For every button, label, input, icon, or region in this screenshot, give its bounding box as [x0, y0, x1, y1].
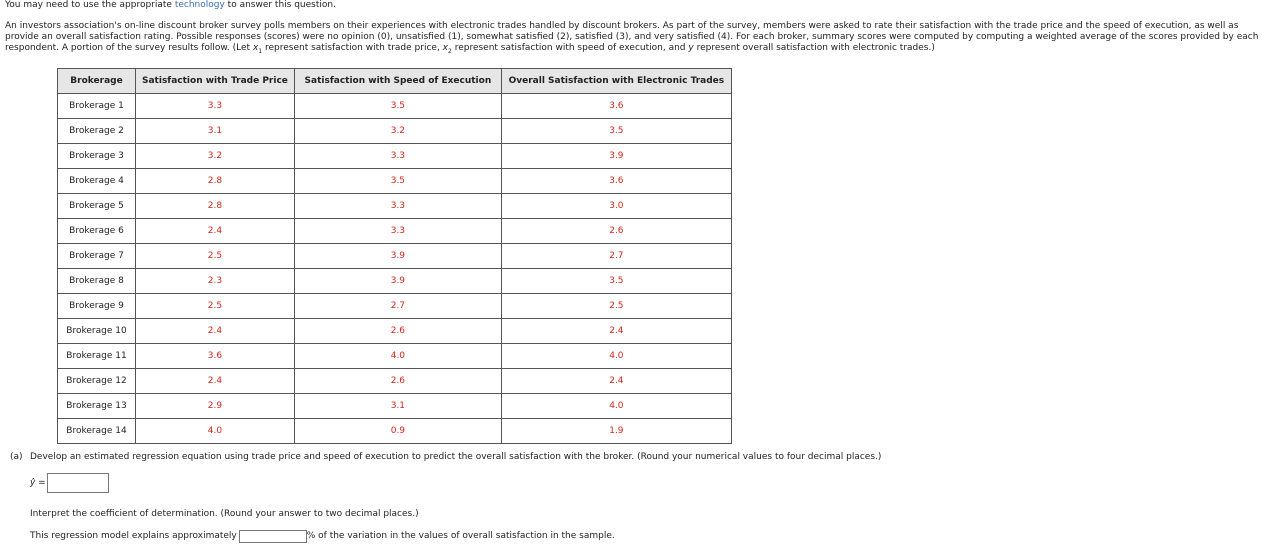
overall-value: 3.6 — [501, 94, 731, 119]
trade-price-value: 2.5 — [136, 294, 295, 319]
brokerage-name: Brokerage 10 — [58, 319, 136, 344]
problem-mid2-text: represent satisfaction with speed of execution, and — [451, 43, 689, 53]
trade-price-value: 2.4 — [136, 219, 295, 244]
speed-value: 3.2 — [294, 119, 501, 144]
part-a-prompt: Develop an estimated regression equation using trade price and speed of execution to predict the overall satisfaction with the broker. (Round your numerical values to four decimal places.) — [30, 452, 882, 462]
overall-value: 2.5 — [501, 294, 731, 319]
brokerage-name: Brokerage 3 — [58, 144, 136, 169]
table-header-row — [58, 69, 732, 94]
speed-value: 3.9 — [294, 244, 501, 269]
overall-value: 1.9 — [501, 419, 731, 444]
speed-value: 4.0 — [294, 344, 501, 369]
brokerage-name: Brokerage 9 — [58, 294, 136, 319]
trade-price-value: 2.5 — [136, 244, 295, 269]
table-row — [58, 244, 732, 269]
overall-value: 3.9 — [501, 144, 731, 169]
speed-value: 3.9 — [294, 269, 501, 294]
problem-statement — [5, 21, 1273, 54]
problem-end-text: represent overall satisfaction with electronic trades.) — [693, 43, 935, 53]
trade-price-value: 2.9 — [136, 394, 295, 419]
brokerage-name: Brokerage 2 — [58, 119, 136, 144]
x1-variable: x — [252, 43, 259, 53]
overall-value: 3.0 — [501, 194, 731, 219]
trade-price-value: 2.8 — [136, 169, 295, 194]
x2-subscript: 2 — [448, 47, 452, 55]
problem-mid1-text: represent satisfaction with trade price, — [262, 43, 443, 53]
table-row — [58, 169, 732, 194]
brokerage-name: Brokerage 7 — [58, 244, 136, 269]
overall-value: 3.5 — [501, 119, 731, 144]
speed-value: 2.6 — [294, 319, 501, 344]
table-row — [58, 144, 732, 169]
explains-text-after: % of the variation in the values of overall satisfaction in the sample. — [306, 531, 615, 541]
trade-price-value: 3.6 — [136, 344, 295, 369]
trade-price-value: 2.4 — [136, 319, 295, 344]
table-row — [58, 119, 732, 144]
brokerage-name: Brokerage 6 — [58, 219, 136, 244]
trade-price-value: 4.0 — [136, 419, 295, 444]
speed-value: 3.3 — [294, 144, 501, 169]
trade-price-value: 2.3 — [136, 269, 295, 294]
speed-value: 2.6 — [294, 369, 501, 394]
trade-price-value: 2.8 — [136, 194, 295, 219]
regression-equation-input[interactable] — [47, 473, 109, 493]
part-a-question — [10, 452, 881, 463]
header-speed-execution: Satisfaction with Speed of Execution — [294, 69, 501, 94]
table-row — [58, 419, 732, 444]
header-brokerage: Brokerage — [58, 69, 136, 94]
trade-price-value: 3.3 — [136, 94, 295, 119]
overall-value: 2.4 — [501, 369, 731, 394]
yhat-label: ŷ = — [30, 478, 46, 488]
survey-results-table — [57, 68, 732, 444]
brokerage-name: Brokerage 8 — [58, 269, 136, 294]
table-row — [58, 269, 732, 294]
trade-price-value: 3.2 — [136, 144, 295, 169]
table-row — [58, 344, 732, 369]
trade-price-value: 3.1 — [136, 119, 295, 144]
speed-value: 0.9 — [294, 419, 501, 444]
overall-value: 4.0 — [501, 394, 731, 419]
overall-value: 2.7 — [501, 244, 731, 269]
explains-text-before: This regression model explains approximately — [30, 531, 237, 541]
table-row — [58, 94, 732, 119]
speed-value: 3.3 — [294, 219, 501, 244]
speed-value: 3.1 — [294, 394, 501, 419]
part-a-letter: (a) — [10, 452, 23, 462]
brokerage-name: Brokerage 13 — [58, 394, 136, 419]
brokerage-name: Brokerage 11 — [58, 344, 136, 369]
table-row — [58, 219, 732, 244]
technology-notice — [5, 0, 336, 11]
r-squared-percent-input[interactable] — [239, 530, 307, 543]
overall-value: 4.0 — [501, 344, 731, 369]
r-squared-row — [30, 529, 615, 543]
table-row — [58, 369, 732, 394]
speed-value: 2.7 — [294, 294, 501, 319]
brokerage-name: Brokerage 1 — [58, 94, 136, 119]
table-row — [58, 319, 732, 344]
notice-text-before: You may need to use the appropriate — [5, 0, 175, 10]
brokerage-name: Brokerage 5 — [58, 194, 136, 219]
overall-value: 2.4 — [501, 319, 731, 344]
y-variable: y — [688, 43, 694, 53]
notice-text-after: to answer this question. — [224, 0, 336, 10]
table-row — [58, 294, 732, 319]
brokerage-name: Brokerage 4 — [58, 169, 136, 194]
brokerage-name: Brokerage 14 — [58, 419, 136, 444]
regression-equation-row — [30, 471, 109, 495]
speed-value: 3.5 — [294, 169, 501, 194]
trade-price-value: 2.4 — [136, 369, 295, 394]
header-overall-satisfaction: Overall Satisfaction with Electronic Trades — [501, 69, 731, 94]
table-row — [58, 394, 732, 419]
overall-value: 3.5 — [501, 269, 731, 294]
interpret-prompt: Interpret the coefficient of determination. (Round your answer to two decimal places.) — [30, 509, 419, 519]
speed-value: 3.3 — [294, 194, 501, 219]
technology-link[interactable]: technology — [174, 0, 225, 10]
table-row — [58, 194, 732, 219]
brokerage-name: Brokerage 12 — [58, 369, 136, 394]
x1-subscript: 1 — [258, 47, 263, 55]
speed-value: 3.5 — [294, 94, 501, 119]
x2-variable: x — [442, 43, 448, 53]
overall-value: 2.6 — [501, 219, 731, 244]
problem-main-text: An investors association's on-line discount broker survey polls members on their experiences with electronic trades handled by discount brokers. As part of the survey, members were asked to rate their satisfaction with the trade price and the speed of execution, as well as provide an overall satisfaction rating. Possible responses (scores) were no opinion (0), unsatisfied (1), somewhat satisfied (2), satisfied (3), and very satisfied (4). For each broker, summary scores were computed by computing a weighted average of the scores provided by each respondent. A portion of the survey results follow. (Let — [5, 21, 1259, 53]
overall-value: 3.6 — [501, 169, 731, 194]
header-trade-price: Satisfaction with Trade Price — [136, 69, 295, 94]
